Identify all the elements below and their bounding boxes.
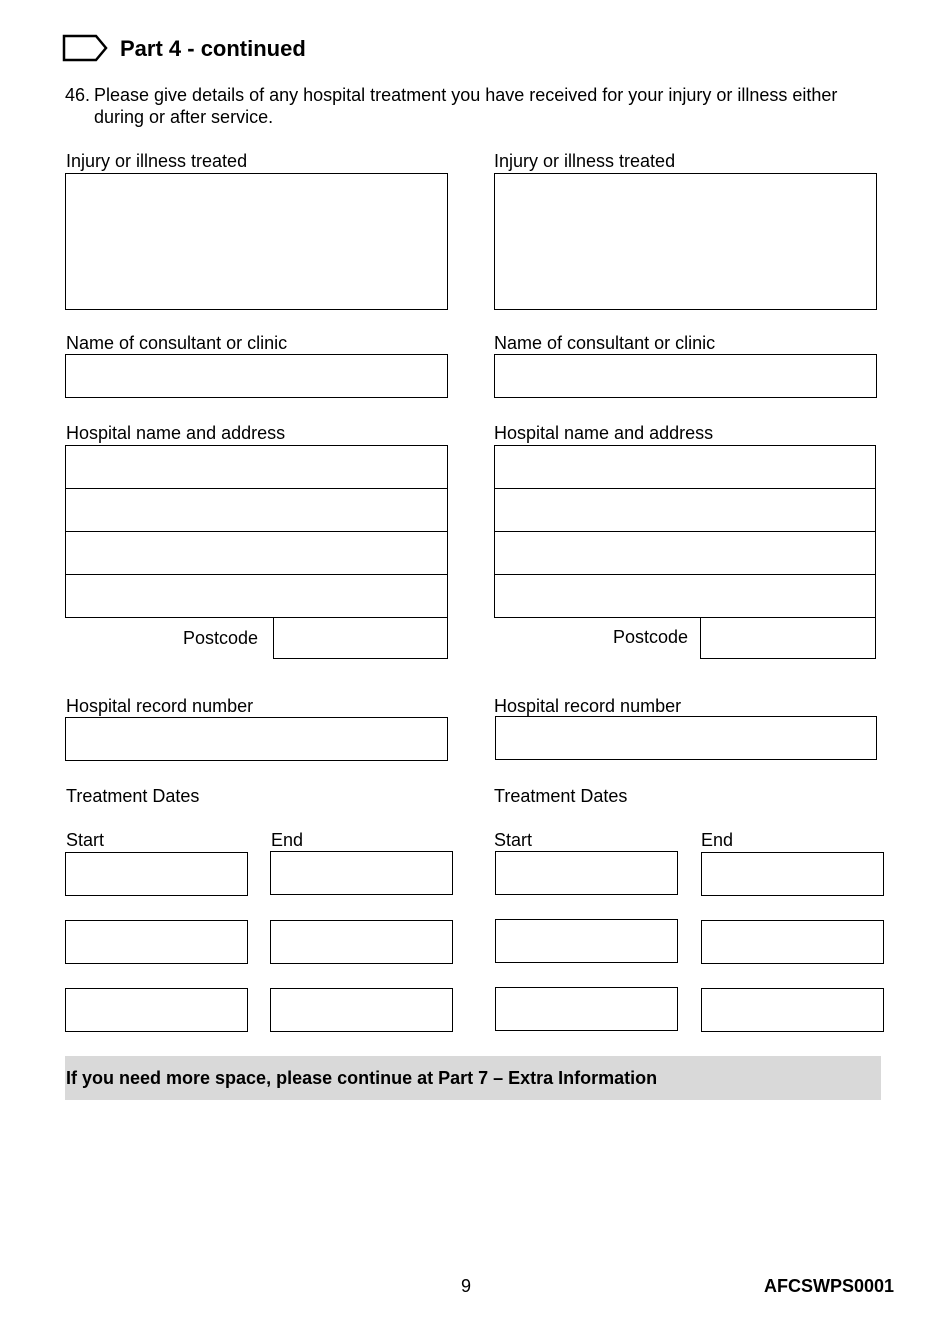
start-date-field-right-1[interactable] (495, 851, 678, 895)
consultant-label-right: Name of consultant or clinic (494, 333, 716, 353)
end-date-field-left-1[interactable] (270, 851, 453, 895)
hospital-address-line-1-left[interactable] (65, 445, 448, 489)
start-date-field-left-2[interactable] (65, 920, 248, 964)
end-label-left: End (271, 830, 304, 850)
end-date-field-right-2[interactable] (701, 920, 884, 964)
end-date-field-right-1[interactable] (701, 852, 884, 896)
dates-label-left: Treatment Dates (66, 786, 200, 806)
start-date-field-right-3[interactable] (495, 987, 678, 1031)
hospital-address-line-4-right[interactable] (494, 574, 876, 618)
hospital-label-left: Hospital name and address (66, 423, 286, 443)
start-date-field-left-1[interactable] (65, 852, 248, 896)
injury-label-right: Injury or illness treated (494, 151, 676, 171)
hospital-address-line-2-left[interactable] (65, 488, 448, 532)
start-date-field-left-3[interactable] (65, 988, 248, 1032)
consultant-field-left[interactable] (65, 354, 448, 398)
record-field-left[interactable] (65, 717, 448, 761)
record-label-right: Hospital record number (494, 696, 682, 716)
question-text: Please give details of any hospital treatment you have received for your injury or illness either during or after service. (94, 85, 838, 127)
injury-field-left[interactable] (65, 173, 448, 310)
postcode-label-left: Postcode (183, 628, 259, 648)
record-field-right[interactable] (495, 716, 877, 760)
record-label-left: Hospital record number (66, 696, 254, 716)
postcode-field-left[interactable] (273, 617, 448, 659)
end-date-field-right-3[interactable] (701, 988, 884, 1032)
question-number: 46. (65, 85, 91, 105)
hospital-address-line-2-right[interactable] (494, 488, 876, 532)
hospital-address-line-4-left[interactable] (65, 574, 448, 618)
form-code: AFCSWPS0001 (763, 1276, 894, 1296)
more-space-note: If you need more space, please continue at Part 7 – Extra Information (65, 1056, 881, 1100)
hospital-address-line-1-right[interactable] (494, 445, 876, 489)
injury-label-left: Injury or illness treated (66, 151, 248, 171)
end-label-right: End (701, 830, 734, 850)
postcode-label-right: Postcode (613, 627, 689, 647)
part-title: Part 4 - continued (120, 36, 306, 61)
injury-field-right[interactable] (494, 173, 877, 310)
postcode-field-right[interactable] (700, 617, 876, 659)
consultant-label-left: Name of consultant or clinic (66, 333, 288, 353)
start-label-right: Start (494, 830, 533, 850)
hospital-address-line-3-left[interactable] (65, 531, 448, 575)
dates-label-right: Treatment Dates (494, 786, 628, 806)
consultant-field-right[interactable] (494, 354, 877, 398)
page-number: 9 (461, 1276, 472, 1296)
end-date-field-left-2[interactable] (270, 920, 453, 964)
start-label-left: Start (66, 830, 105, 850)
start-date-field-right-2[interactable] (495, 919, 678, 963)
hospital-address-line-3-right[interactable] (494, 531, 876, 575)
end-date-field-left-3[interactable] (270, 988, 453, 1032)
tag-arrow-icon (62, 34, 108, 62)
hospital-label-right: Hospital name and address (494, 423, 714, 443)
